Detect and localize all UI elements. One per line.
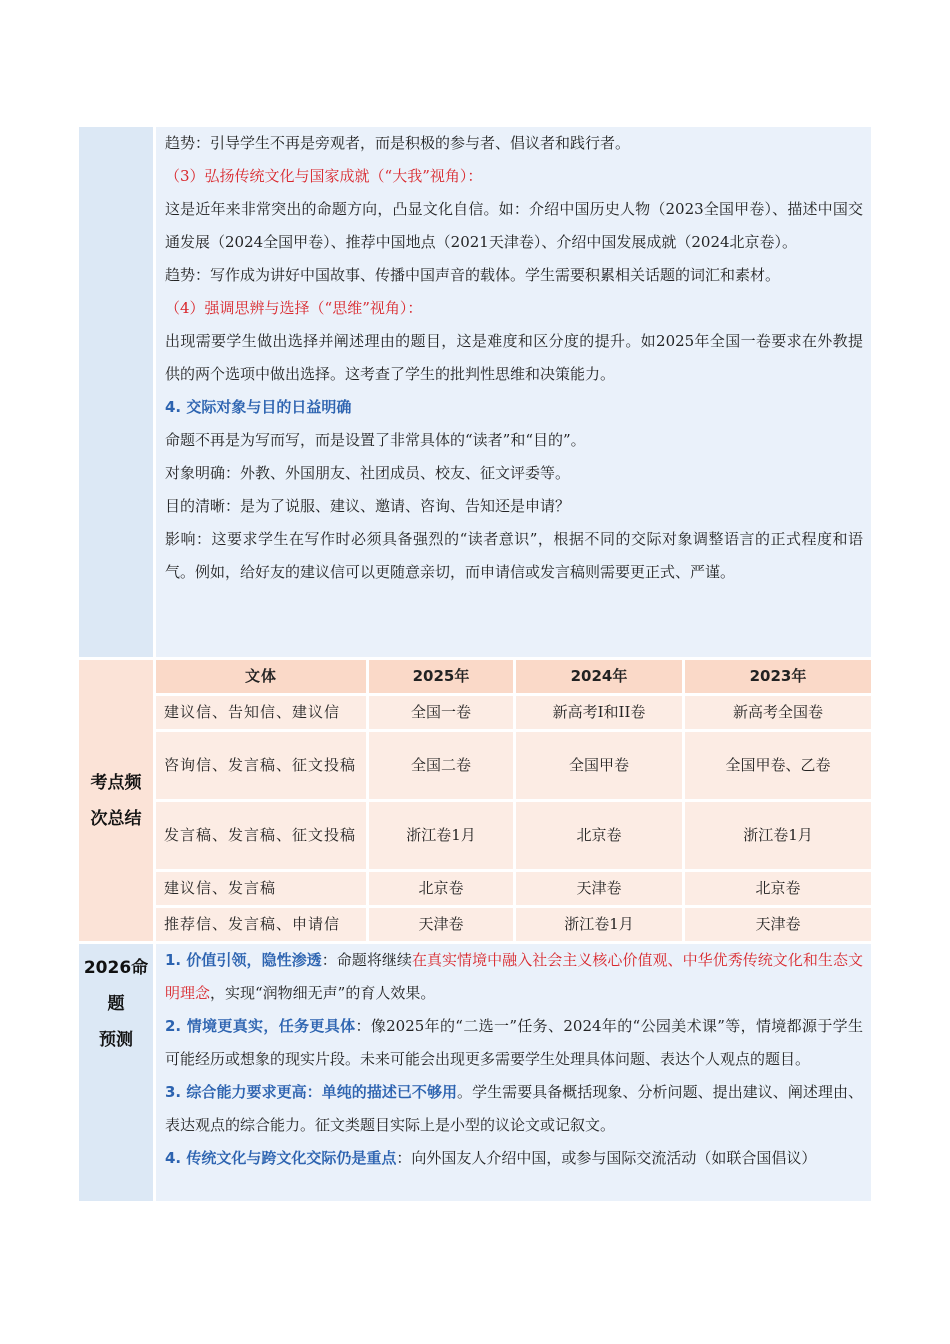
- frequency-summary-section: [79, 660, 871, 941]
- culture-trend: 趋势：写作成为讲好中国故事、传播中国声音的载体。学生需要积累相关话题的词汇和素材。: [165, 266, 781, 284]
- audience-paragraph-a: 命题不再是为写而写，而是设置了非常具体的“读者”和“目的”。: [165, 431, 586, 449]
- point-4-text: ：向外国友人介绍中国，或参与国际交流活动（如联合国倡议）: [396, 1149, 817, 1167]
- frequency-summary-label: [79, 660, 153, 941]
- table-row: [156, 872, 871, 905]
- prediction-section: [79, 944, 871, 1201]
- critical-thinking-paragraph: 出现需要学生做出选择并阐述理由的题目，这是难度和区分度的提升。如2025年全国一卷要求在外教提供的两个选项中做出选择。这考查了学生的批判性思维和决策能力。: [165, 332, 863, 383]
- table-cell: 全国甲卷、乙卷: [685, 732, 871, 799]
- prediction-label-line2: 题: [107, 994, 125, 1014]
- table-cell: 北京卷: [369, 872, 513, 905]
- point-2-text: ：像2025年的“二选一”任务、2024年的“公园美术课”等，情境都源于学生可能经历或想象的现实片段。未来可能会出现更多需要学生处理具体问题、表达个人观点的题目。: [165, 1017, 863, 1068]
- header-2025: 2025年: [369, 660, 513, 693]
- audience-paragraph-b: 对象明确：外教、外国朋友、社团成员、校友、征文评委等。: [165, 464, 571, 482]
- table-cell: 浙江卷1月: [685, 802, 871, 869]
- table-cell: 新高考全国卷: [685, 696, 871, 729]
- point-1-heading: 1. 价值引领，隐性渗透: [165, 951, 322, 969]
- table-row: [156, 908, 871, 941]
- table-cell: 浙江卷1月: [516, 908, 682, 941]
- table-header-row: [156, 660, 871, 693]
- point-1-text-b: ，实现“润物细无声”的育人效果。: [210, 984, 436, 1002]
- prediction-point-2: [165, 1010, 863, 1076]
- table-cell: 天津卷: [685, 908, 871, 941]
- table-cell: 全国甲卷: [516, 732, 682, 799]
- table-row: [156, 732, 871, 799]
- heading-audience-purpose: 4. 交际对象与目的日益明确: [165, 398, 352, 416]
- prediction-point-4: [165, 1142, 863, 1175]
- table-cell-genre: 咨询信、发言稿、征文投稿: [156, 732, 366, 799]
- frequency-table: [156, 660, 871, 941]
- culture-paragraph: 这是近年来非常突出的命题方向，凸显文化自信。如：介绍中国历史人物（2023全国甲卷）、描述中国交通发展（2024全国甲卷）、推荐中国地点（2021天津卷）、介绍中国发展成就（2024北京卷）。: [165, 200, 863, 251]
- audience-paragraph-c: 目的清晰：是为了说服、建议、邀请、咨询、告知还是申请？: [165, 497, 571, 515]
- prediction-point-1: [165, 944, 863, 1010]
- prediction-label-line3: 预测: [98, 1030, 133, 1050]
- heading-critical-thinking: （4）强调思辨与选择（“思维”视角）：: [165, 299, 423, 317]
- table-cell-genre: 推荐信、发言稿、申请信: [156, 908, 366, 941]
- document-page: [79, 127, 871, 1201]
- table-row: [156, 696, 871, 729]
- trend-line: 趋势：引导学生不再是旁观者，而是积极的参与者、倡议者和践行者。: [165, 134, 631, 152]
- point-3-text: 。学生需要具备概括现象、分析问题、提出建议、阐述理由、表达观点的综合能力。征文类题目实际上是小型的议论文或记叙文。: [165, 1083, 863, 1134]
- prediction-label: [79, 944, 153, 1201]
- table-cell: 天津卷: [516, 872, 682, 905]
- trend-section: [79, 127, 871, 657]
- table-cell: 浙江卷1月: [369, 802, 513, 869]
- prediction-content: [156, 944, 871, 1201]
- point-4-heading: 4. 传统文化与跨文化交际仍是重点: [165, 1149, 397, 1167]
- prediction-point-3: [165, 1076, 863, 1142]
- header-genre: 文体: [156, 660, 366, 693]
- audience-paragraph-d: 影响：这要求学生在写作时必须具备强烈的“读者意识”，根据不同的交际对象调整语言的正式程度和语气。例如，给好友的建议信可以更随意亲切，而申请信或发言稿则需要更正式、严谨。: [165, 530, 863, 581]
- table-cell: 全国二卷: [369, 732, 513, 799]
- table-cell: 北京卷: [685, 872, 871, 905]
- point-1-highlight: 在真实情境中融入社会主义核心价值观、中华优秀传统文化和生态文明理念: [165, 951, 863, 1002]
- point-3-heading: 3. 综合能力要求更高：单纯的描述已不够用: [165, 1083, 458, 1101]
- trend-section-label-cell: [79, 127, 153, 657]
- heading-culture: （3）弘扬传统文化与国家成就（“大我”视角）：: [165, 167, 483, 185]
- prediction-label-line1: 2026命: [83, 958, 149, 978]
- table-cell-genre: 发言稿、发言稿、征文投稿: [156, 802, 366, 869]
- table-row: [156, 802, 871, 869]
- trend-section-content: [156, 127, 871, 657]
- table-cell: 北京卷: [516, 802, 682, 869]
- frequency-summary-label-text: 考点频次总结: [90, 772, 142, 829]
- table-cell-genre: 建议信、告知信、建议信: [156, 696, 366, 729]
- header-2024: 2024年: [516, 660, 682, 693]
- point-1-text-a: ：命题将继续: [321, 951, 412, 969]
- table-cell: 新高考I和II卷: [516, 696, 682, 729]
- point-2-heading: 2. 情境更真实，任务更具体: [165, 1017, 356, 1035]
- table-cell-genre: 建议信、发言稿: [156, 872, 366, 905]
- table-cell: 全国一卷: [369, 696, 513, 729]
- header-2023: 2023年: [685, 660, 871, 693]
- table-cell: 天津卷: [369, 908, 513, 941]
